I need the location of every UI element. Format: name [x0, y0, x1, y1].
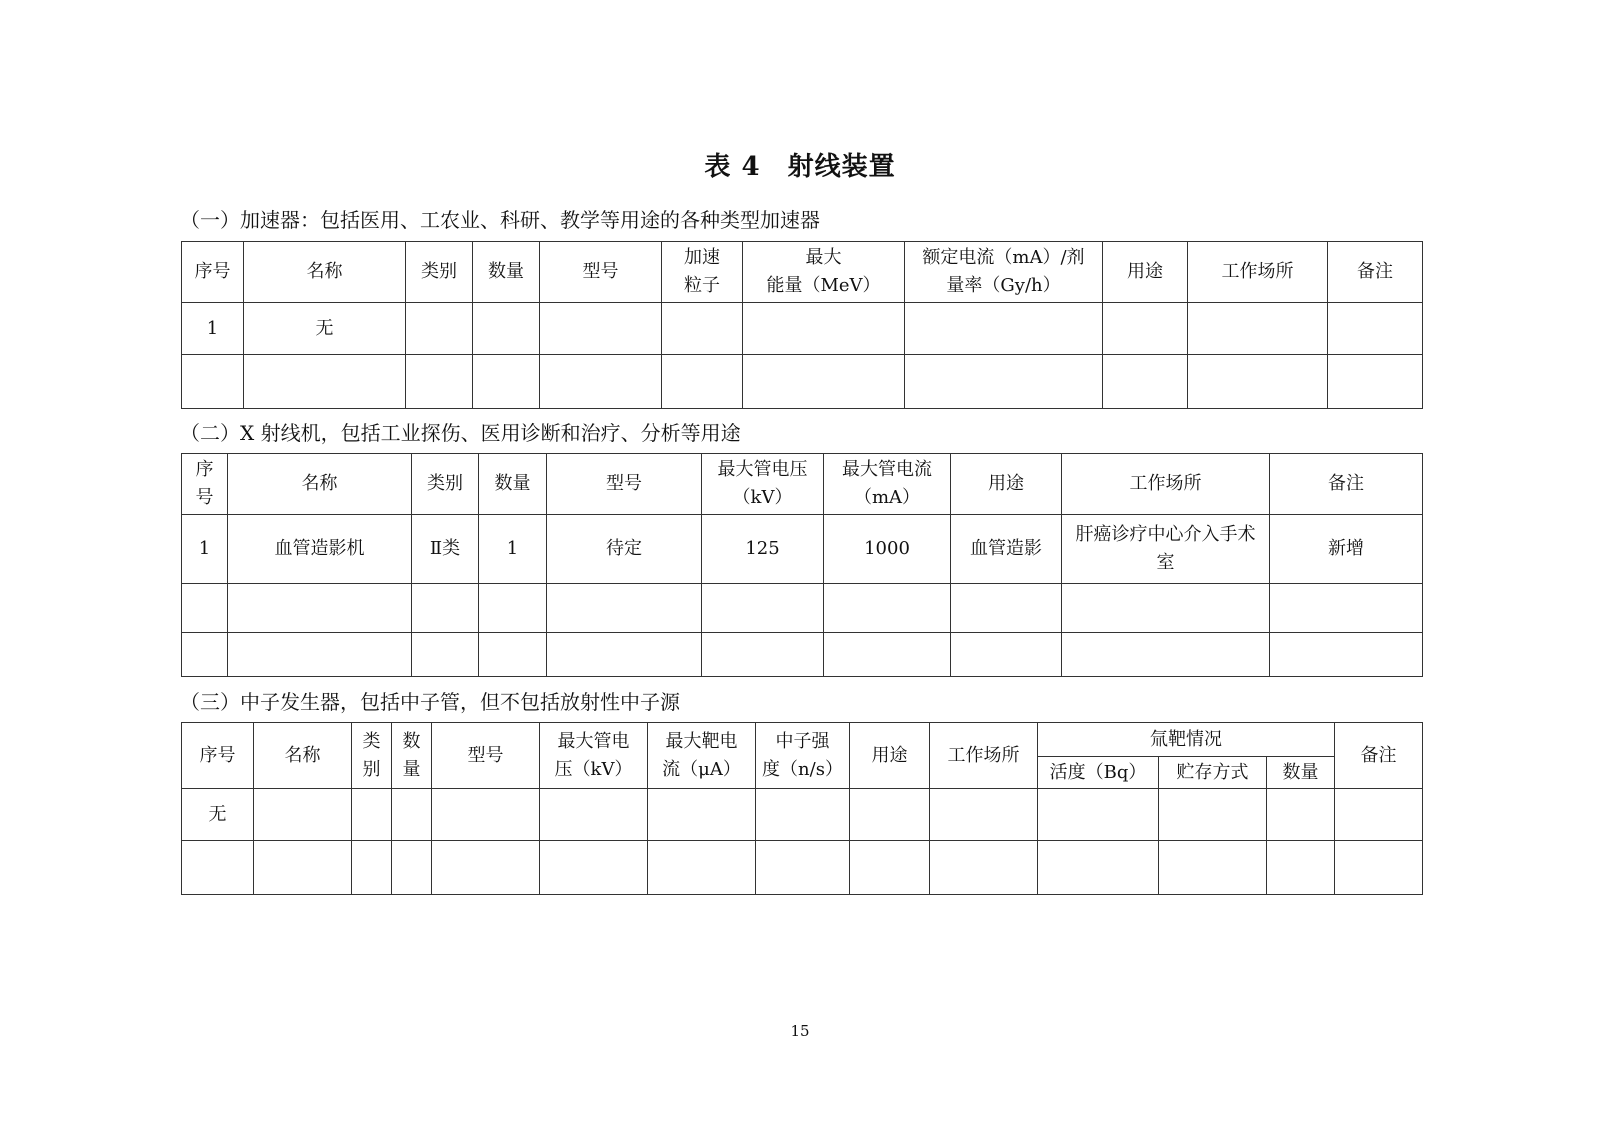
- table-cell: [930, 841, 1038, 895]
- table-cell: [1188, 355, 1328, 409]
- header-cell: 氚靶情况: [1038, 723, 1335, 757]
- header-cell: 备注: [1328, 242, 1423, 303]
- table-cell: 1000: [824, 515, 951, 584]
- table-cell: [1103, 303, 1188, 355]
- header-line: 度（n/s）: [762, 758, 843, 780]
- neutron-table: [181, 722, 1423, 895]
- header-cell: [743, 242, 905, 303]
- header-cell: 活度（Bq）: [1038, 757, 1159, 789]
- header-cell: 工作场所: [930, 723, 1038, 789]
- header-cell: 用途: [1103, 242, 1188, 303]
- header-cell: 序号: [182, 242, 244, 303]
- table-cell: [182, 633, 228, 677]
- header-line: 额定电流（mA）/剂: [922, 247, 1085, 268]
- table-cell: [1159, 841, 1267, 895]
- header-cell: 贮存方式: [1159, 757, 1267, 789]
- table-cell: [244, 355, 406, 409]
- table-cell: [228, 584, 412, 633]
- table-cell: [392, 789, 432, 841]
- table-cell: [905, 355, 1103, 409]
- table-cell: [540, 355, 662, 409]
- header-line: 能量（MeV）: [766, 275, 881, 296]
- table-cell: [1159, 789, 1267, 841]
- table-cell: [1335, 789, 1423, 841]
- table-cell: [1062, 515, 1270, 584]
- header-line: （kV）: [732, 487, 793, 508]
- header-line: 量率（Gy/h）: [946, 275, 1061, 296]
- table-cell: 1: [479, 515, 547, 584]
- table-cell: 1: [182, 303, 244, 355]
- table-cell: [743, 303, 905, 355]
- table-row: [182, 355, 1423, 409]
- header-line: 序: [195, 459, 214, 480]
- table-cell: [756, 841, 850, 895]
- table-cell: [406, 355, 473, 409]
- table-cell: [540, 789, 648, 841]
- table-cell: [1328, 303, 1423, 355]
- table-cell: [1270, 584, 1423, 633]
- header-cell: 数量: [473, 242, 540, 303]
- table-cell: [479, 633, 547, 677]
- header-cell: 名称: [254, 723, 352, 789]
- header-cell: [540, 723, 648, 789]
- header-cell: [662, 242, 743, 303]
- table-cell: [1062, 584, 1270, 633]
- table-cell: [547, 633, 702, 677]
- header-cell: [824, 454, 951, 515]
- table-cell: [648, 841, 756, 895]
- table-cell: [547, 584, 702, 633]
- header-line: 类: [362, 730, 381, 752]
- table-cell: [473, 303, 540, 355]
- table-cell: [182, 841, 254, 895]
- table-row: [182, 515, 1423, 584]
- table-cell: 待定: [547, 515, 702, 584]
- cell-line: 室: [1156, 552, 1175, 573]
- header-cell: [182, 454, 228, 515]
- accelerator-table: [181, 241, 1423, 409]
- header-cell: 用途: [850, 723, 930, 789]
- table-cell: [951, 633, 1062, 677]
- header-line: 最大靶电: [665, 730, 738, 752]
- table-cell: [412, 584, 479, 633]
- header-line: 别: [362, 758, 381, 780]
- table-cell: [756, 789, 850, 841]
- table-cell: [905, 303, 1103, 355]
- cell-line: 肝癌诊疗中心介入手术: [1075, 524, 1256, 545]
- table-cell: [392, 841, 432, 895]
- table-cell: [182, 584, 228, 633]
- header-cell: [756, 723, 850, 789]
- table-cell: [406, 303, 473, 355]
- header-cell: 型号: [540, 242, 662, 303]
- table-cell: [850, 841, 930, 895]
- table-cell: [1270, 633, 1423, 677]
- header-cell: 名称: [228, 454, 412, 515]
- table-cell: [824, 633, 951, 677]
- table-cell: [228, 633, 412, 677]
- header-cell: 工作场所: [1062, 454, 1270, 515]
- table-cell: 血管造影: [951, 515, 1062, 584]
- table-cell: [352, 789, 392, 841]
- header-cell: 类别: [412, 454, 479, 515]
- header-line: 号: [195, 487, 214, 508]
- table-cell: [930, 789, 1038, 841]
- header-cell: 备注: [1335, 723, 1423, 789]
- header-cell: 型号: [547, 454, 702, 515]
- table-cell: [1328, 355, 1423, 409]
- table-cell: 无: [182, 789, 254, 841]
- table-cell: 1: [182, 515, 228, 584]
- table-cell: [1267, 841, 1335, 895]
- xray-table: [181, 453, 1423, 677]
- header-line: 量: [402, 758, 421, 780]
- neutron-section-heading: （三）中子发生器，包括中子管，但不包括放射性中子源: [180, 690, 680, 714]
- header-cell: [702, 454, 824, 515]
- table-cell: [1038, 841, 1159, 895]
- header-cell: 型号: [432, 723, 540, 789]
- header-cell: 序号: [182, 723, 254, 789]
- header-cell: [905, 242, 1103, 303]
- header-line: 最大管电流: [842, 459, 932, 480]
- header-cell: 工作场所: [1188, 242, 1328, 303]
- table-row: [182, 633, 1423, 677]
- header-line: 最大管电: [557, 730, 630, 752]
- header-line: 数: [402, 730, 421, 752]
- header-cell: 用途: [951, 454, 1062, 515]
- header-cell: 类别: [406, 242, 473, 303]
- table-row: [182, 841, 1423, 895]
- table-header-row: [182, 454, 1423, 515]
- table-cell: [182, 355, 244, 409]
- table-cell: [1062, 633, 1270, 677]
- table-row: [182, 789, 1423, 841]
- header-line: 最大: [805, 247, 842, 268]
- table-cell: [743, 355, 905, 409]
- table-cell: [702, 584, 824, 633]
- table-cell: 125: [702, 515, 824, 584]
- table-row: [182, 303, 1423, 355]
- table-cell: 血管造影机: [228, 515, 412, 584]
- header-cell: 名称: [244, 242, 406, 303]
- table-header-row: [182, 242, 1423, 303]
- xray-section-heading: （二）X 射线机，包括工业探伤、医用诊断和治疗、分析等用途: [180, 421, 741, 445]
- header-line: 流（μA）: [662, 758, 741, 780]
- table-cell: [479, 584, 547, 633]
- table-row: [182, 584, 1423, 633]
- table-cell: [254, 841, 352, 895]
- page-title: 表 4 射线装置: [704, 152, 896, 182]
- table-cell: [824, 584, 951, 633]
- table-cell: [850, 789, 930, 841]
- table-cell: [662, 355, 743, 409]
- table-cell: [254, 789, 352, 841]
- header-cell: 数量: [479, 454, 547, 515]
- table-cell: [1188, 303, 1328, 355]
- header-cell: 数量: [1267, 757, 1335, 789]
- table-cell: Ⅱ类: [412, 515, 479, 584]
- table-cell: [432, 841, 540, 895]
- table-cell: 新增: [1270, 515, 1423, 584]
- table-cell: [412, 633, 479, 677]
- accelerator-section-heading: （一）加速器：包括医用、工农业、科研、教学等用途的各种类型加速器: [180, 208, 820, 232]
- table-cell: [1038, 789, 1159, 841]
- table-cell: [648, 789, 756, 841]
- header-cell: [648, 723, 756, 789]
- header-line: 最大管电压: [717, 459, 808, 480]
- header-cell: [352, 723, 392, 789]
- header-line: （mA）: [853, 487, 921, 508]
- table-cell: [702, 633, 824, 677]
- table-cell: [540, 303, 662, 355]
- table-cell: [1335, 841, 1423, 895]
- table-cell: [432, 789, 540, 841]
- table-cell: [1103, 355, 1188, 409]
- header-line: 压（kV）: [554, 758, 633, 780]
- table-cell: [951, 584, 1062, 633]
- table-cell: [1267, 789, 1335, 841]
- table-cell: 无: [244, 303, 406, 355]
- table-cell: [352, 841, 392, 895]
- header-line: 粒子: [684, 275, 720, 296]
- header-line: 中子强: [775, 730, 830, 752]
- table-header-row: [182, 723, 1423, 757]
- header-cell: [392, 723, 432, 789]
- header-line: 加速: [684, 247, 720, 268]
- header-cell: 备注: [1270, 454, 1423, 515]
- table-cell: [662, 303, 743, 355]
- table-cell: [540, 841, 648, 895]
- page-number: 15: [790, 1022, 810, 1040]
- table-cell: [473, 355, 540, 409]
